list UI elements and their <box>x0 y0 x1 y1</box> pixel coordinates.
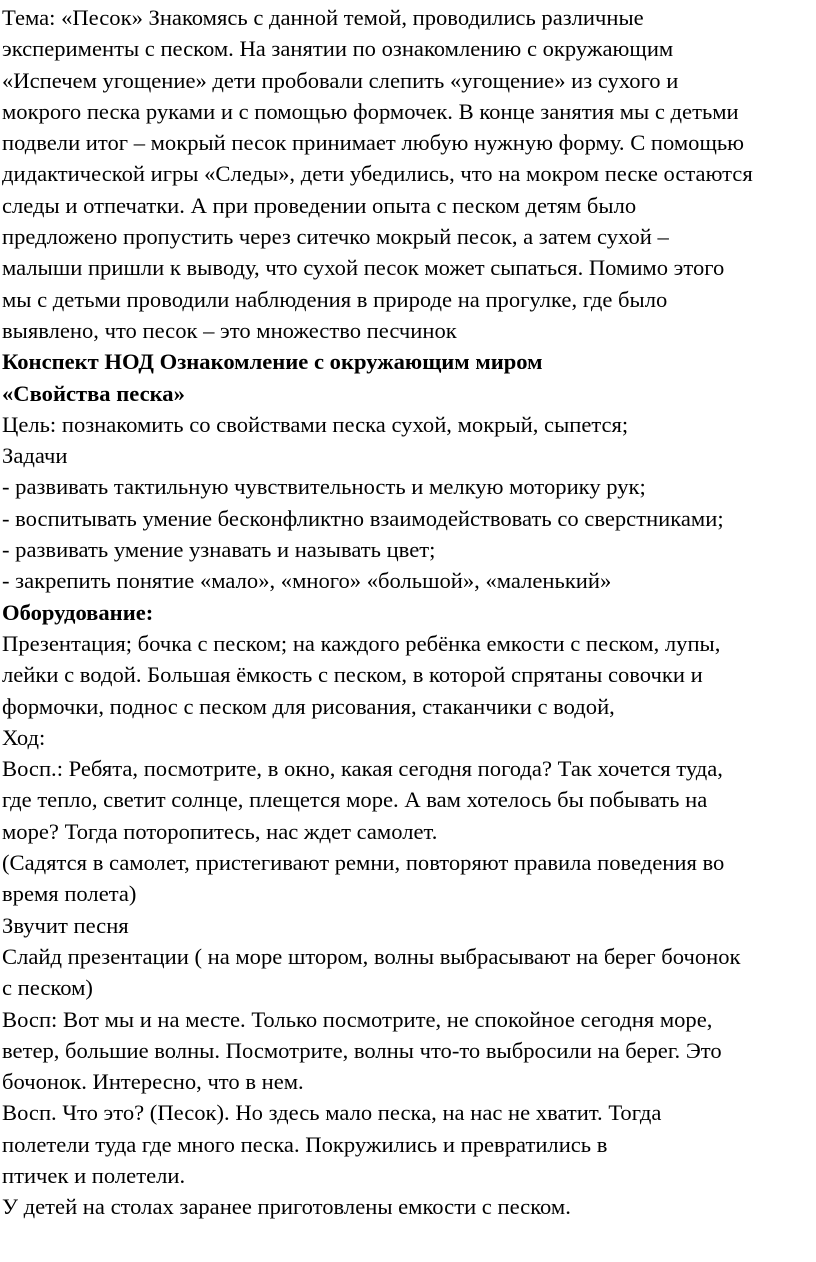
text-line: - развивать тактильную чувствительность и мелкую моторику рук; <box>2 474 646 500</box>
text-line: малыши пришли к выводу, что сухой песок может сыпаться. Помимо этого <box>2 255 725 281</box>
text-line: Ход: <box>2 724 46 750</box>
text-line: дидактической игры «Следы», дети убедились, что на мокром песке остаются <box>2 161 753 187</box>
paragraph-heading <box>2 346 814 409</box>
paragraph-tasks <box>2 440 814 596</box>
text-line: ветер, большие волны. Посмотрите, волны что-то выбросили на берег. Это <box>2 1037 722 1063</box>
text-line: - воспитывать умение бесконфликтно взаимодействовать со сверстниками; <box>2 505 724 531</box>
text-line: выявлено, что песок – это множество песчинок <box>2 317 457 343</box>
text-line: Восп: Вот мы и на месте. Только посмотрите, не спокойное сегодня море, <box>2 1006 713 1032</box>
text-line: формочки, поднос с песком для рисования, стаканчики с водой, <box>2 693 615 719</box>
text-line: эксперименты с песком. На занятии по ознакомлению с окружающим <box>2 36 674 62</box>
text-line: лейки с водой. Большая ёмкость с песком, в которой спрятаны совочки и <box>2 662 703 688</box>
text-line: с песком) <box>2 975 93 1001</box>
text-line: время полета) <box>2 881 137 907</box>
text-line: «Свойства песка» <box>2 380 185 406</box>
text-line: бочонок. Интересно, что в нем. <box>2 1069 304 1095</box>
text-line: мы с детьми проводили наблюдения в природе на прогулке, где было <box>2 286 668 312</box>
text-line: подвели итог – мокрый песок принимает любую нужную форму. С помощью <box>2 130 745 156</box>
text-line: следы и отпечатки. А при проведении опыта с песком детям было <box>2 192 637 218</box>
text-line: Восп.: Ребята, посмотрите, в окно, какая сегодня погода? Так хочется туда, <box>2 756 723 782</box>
text-line: Тема: «Песок» Знакомясь с данной темой, проводились различные <box>2 5 644 30</box>
text-line: - развивать умение узнавать и называть цвет; <box>2 537 436 563</box>
text-line: Конспект НОД Ознакомление с окружающим миром <box>2 349 543 375</box>
text-line: Задачи <box>2 443 68 469</box>
document-page <box>2 2 814 1223</box>
text-line: птичек и полетели. <box>2 1162 186 1188</box>
text-line: мокрого песка руками и с помощью формочек. В конце занятия мы с детьми <box>2 98 739 124</box>
text-line: Презентация; бочка с песком; на каждого ребёнка емкости с песком, лупы, <box>2 630 721 656</box>
text-line: (Садятся в самолет, пристегивают ремни, повторяют правила поведения во <box>2 850 725 876</box>
paragraph-goal <box>2 409 814 440</box>
text-line: предложено пропустить через ситечко мокрый песок, а затем сухой – <box>2 224 669 250</box>
text-line: Слайд презентации ( на море штором, волны выбрасывают на берег бочонок <box>2 943 741 969</box>
text-line: Восп. Что это? (Песок). Но здесь мало песка, на нас не хватит. Тогда <box>2 1100 662 1126</box>
paragraph-course <box>2 722 814 1223</box>
text-line: У детей на столах заранее приготовлены емкости с песком. <box>2 1194 571 1220</box>
text-line: «Испечем угощение» дети пробовали слепить «угощение» из сухого и <box>2 67 679 93</box>
text-line: Оборудование: <box>2 599 154 625</box>
text-line: Звучит песня <box>2 912 129 938</box>
paragraph-intro <box>2 2 814 346</box>
text-line: море? Тогда поторопитесь, нас ждет самолет. <box>2 818 438 844</box>
paragraph-equipment-heading <box>2 597 814 628</box>
text-line: Цель: познакомить со свойствами песка сухой, мокрый, сыпется; <box>2 411 629 437</box>
paragraph-equipment <box>2 628 814 722</box>
text-line: где тепло, светит солнце, плещется море. А вам хотелось бы побывать на <box>2 787 708 813</box>
text-line: полетели туда где много песка. Покружились и превратились в <box>2 1131 608 1157</box>
text-line: - закрепить понятие «мало», «много» «большой», «маленький» <box>2 568 612 594</box>
